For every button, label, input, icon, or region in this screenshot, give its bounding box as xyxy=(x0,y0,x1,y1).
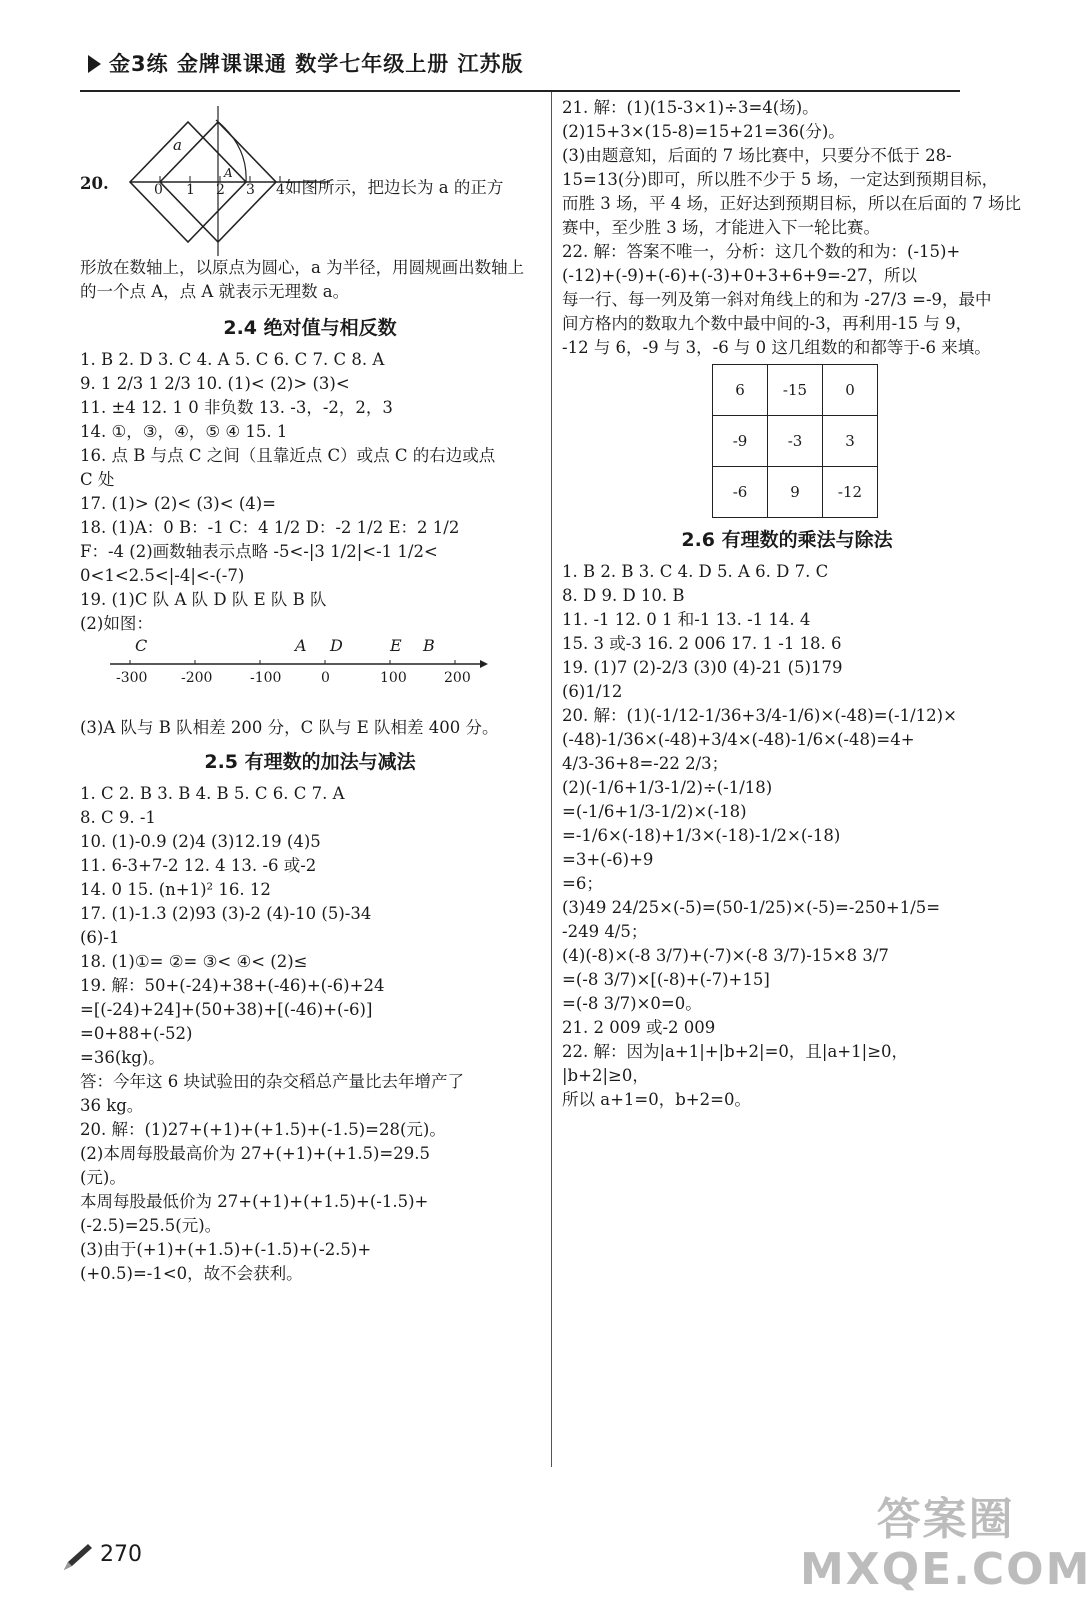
fig-label-1: 1 xyxy=(186,182,195,198)
watermark-text: 答案圈 MXQE.COM xyxy=(800,1494,1091,1595)
answer-line: 18. (1)A：0 B：-1 C：4 1/2 D：-2 1/2 E：2 1/2 xyxy=(80,518,460,537)
answer-line: 形放在数轴上，以原点为圆心，a 为半径，用圆规画出数轴上 xyxy=(80,258,525,277)
answer-line: =(-1/6+1/3-1/2)×(-18) xyxy=(562,802,747,821)
answer-line: =6； xyxy=(562,874,603,893)
answer-line: 20. 解：(1)(-1/12-1/36+3/4-1/6)×(-48)=(-1/12)× xyxy=(562,706,957,725)
answer-line: 4/3-36+8=-22 2/3； xyxy=(562,754,729,773)
answer-line: =36(kg)。 xyxy=(80,1048,165,1067)
grid-cell: -6 xyxy=(713,467,768,518)
answer-line: =-1/6×(-18)+1/3×(-18)-1/2×(-18) xyxy=(562,826,841,845)
tick-label: 200 xyxy=(444,670,471,686)
answer-line: 8. D 9. D 10. B xyxy=(562,586,685,605)
answer-line: (2)(-1/6+1/3-1/2)÷(-1/18) xyxy=(562,778,773,797)
answer-line: =(-8 3/7)×[(-8)+(-7)+15] xyxy=(562,970,770,989)
answer-line: (元)。 xyxy=(80,1168,126,1187)
fig-label-A: A xyxy=(224,166,233,180)
answer-line: =0+88+(-52) xyxy=(80,1024,193,1043)
answer-line: 而胜 3 场，平 4 场，正好达到预期目标，所以在后面的 7 场比 xyxy=(562,194,1021,213)
answer-line: 16. 点 B 与点 C 之间（且靠近点 C）或点 C 的右边或点 xyxy=(80,446,496,465)
left-column xyxy=(80,96,540,1286)
answer-line: 22. 解：答案不唯一，分析：这几个数的和为：(-15)+ xyxy=(562,242,961,261)
answer-line: (6)1/12 xyxy=(562,682,623,701)
answer-line: 所以 a+1=0，b+2=0。 xyxy=(562,1090,751,1109)
tick-label: 0 xyxy=(321,670,330,686)
grid-cell: 0 xyxy=(823,365,878,416)
answer-line: 每一行、每一列及第一斜对角线上的和为 -27/3 =-9，最中 xyxy=(562,290,992,309)
magic-square-grid xyxy=(712,364,878,518)
tick-label: -300 xyxy=(116,670,148,686)
answer-line: 21. 2 009 或-2 009 xyxy=(562,1018,716,1037)
section-2-5-answers xyxy=(80,782,540,1286)
answer-line: 19. (1)C 队 A 队 D 队 E 队 B 队 xyxy=(80,590,327,609)
answer-line: (2)15+3×(15-8)=15+21=36(分)。 xyxy=(562,122,845,141)
page-number: 270 xyxy=(100,1542,142,1567)
answer-line: =[(-24)+24]+(50+38)+[(-46)+(-6)] xyxy=(80,1000,373,1019)
answer-line: =3+(-6)+9 xyxy=(562,850,654,869)
answer-line: 赛中，至少胜 3 场，才能进入下一轮比赛。 xyxy=(562,218,880,237)
column-divider xyxy=(551,92,552,1467)
answer-line: (3)由于(+1)+(+1.5)+(-1.5)+(-2.5)+ xyxy=(80,1240,372,1259)
point-C: C xyxy=(135,636,148,655)
answer-line: 的一个点 A，点 A 就表示无理数 a。 xyxy=(80,282,350,301)
answer-line: 11. -1 12. 0 1 和-1 13. -1 14. 4 xyxy=(562,610,811,629)
answer-line: (6)-1 xyxy=(80,928,120,947)
answer-line: 15. 3 或-3 16. 2 006 17. 1 -1 18. 6 xyxy=(562,634,842,653)
point-E: E xyxy=(390,636,402,655)
answer-line: (2)本周每股最高价为 27+(+1)+(+1.5)=29.5 xyxy=(80,1144,430,1163)
answer-line: (3)A 队与 B 队相差 200 分，C 队与 E 队相差 400 分。 xyxy=(80,718,499,737)
fig-label-0: 0 xyxy=(154,182,163,198)
answer-line: (-12)+(-9)+(-6)+(-3)+0+3+6+9=-27，所以 xyxy=(562,266,917,285)
answer-line: 8. C 9. -1 xyxy=(80,808,156,827)
grid-cell: -15 xyxy=(768,365,823,416)
grid-cell: -9 xyxy=(713,416,768,467)
answer-line: 36 kg。 xyxy=(80,1096,144,1115)
header-title: 金3练 金牌课课通 数学七年级上册 江苏版 xyxy=(109,52,524,76)
answer-line: -249 4/5； xyxy=(562,922,648,941)
right-column xyxy=(562,96,1021,1112)
answer-line: (3)49 24/25×(-5)=(50-1/25)×(-5)=-250+1/5= xyxy=(562,898,941,917)
answer-line: 19. (1)7 (2)-2/3 (3)0 (4)-21 (5)179 xyxy=(562,658,843,677)
answer-line: (2)如图： xyxy=(80,614,153,633)
answer-line: 间方格内的数取九个数中最中间的-3，再利用-15 与 9， xyxy=(562,314,973,333)
grid-cell: -3 xyxy=(768,416,823,467)
answer-line: 11. 6-3+7-2 12. 4 13. -6 或-2 xyxy=(80,856,317,875)
section-2-4-answers xyxy=(80,348,540,636)
point-B: B xyxy=(423,636,435,655)
answer-line: 21. 解：(1)(15-3×1)÷3=4(场)。 xyxy=(562,98,819,117)
fig-label-4: 4 xyxy=(276,182,285,198)
square-figure xyxy=(80,96,540,256)
answer-line: 1. B 2. B 3. C 4. D 5. A 6. D 7. C xyxy=(562,562,829,581)
answer-line: (-48)-1/36×(-48)+3/4×(-48)-1/6×(-48)=4+ xyxy=(562,730,915,749)
answer-line: (+0.5)=-1<0，故不会获利。 xyxy=(80,1264,303,1283)
answer-line: 15=13(分)即可，所以胜不少于 5 场，一定达到预期目标， xyxy=(562,170,999,189)
page-header xyxy=(88,48,524,78)
answer-line: (3)由题意知，后面的 7 场比赛中，只要分不低于 28- xyxy=(562,146,952,165)
tick-label: -200 xyxy=(181,670,213,686)
answer-line: C 处 xyxy=(80,470,115,489)
answer-line: 1. B 2. D 3. C 4. A 5. C 6. C 7. C 8. A xyxy=(80,350,385,369)
answer-line: =(-8 3/7)×0=0。 xyxy=(562,994,702,1013)
header-rule xyxy=(80,90,960,92)
answer-line: 20. 解：(1)27+(+1)+(+1.5)+(-1.5)=28(元)。 xyxy=(80,1120,446,1139)
answer-line: 14. ①，③，④，⑤ ④ 15. 1 xyxy=(80,422,288,441)
pencil-icon xyxy=(60,1540,94,1574)
grid-cell: 9 xyxy=(768,467,823,518)
fig-label-a: a xyxy=(173,136,182,154)
q20-intro: 如图所示，把边长为 a 的正方 xyxy=(285,178,504,197)
answer-line: |b+2|≥0， xyxy=(562,1066,649,1085)
section-2-6-answers xyxy=(562,560,1012,1112)
section-title-2-5: 2.5 有理数的加法与减法 xyxy=(204,751,416,773)
q21-q22-answers xyxy=(562,96,1021,360)
grid-cell: -12 xyxy=(823,467,878,518)
answer-line: -12 与 6，-9 与 3，-6 与 0 这几组数的和都等于-6 来填。 xyxy=(562,338,991,357)
answer-line: 19. 解：50+(-24)+38+(-46)+(-6)+24 xyxy=(80,976,385,995)
tick-label: -100 xyxy=(250,670,282,686)
answer-line: 14. 0 15. (n+1)² 16. 12 xyxy=(80,880,271,899)
answer-line: 17. (1)> (2)< (3)< (4)= xyxy=(80,494,277,513)
answer-line: 0<1<2.5<|-4|<-(-7) xyxy=(80,566,245,585)
tick-label: 100 xyxy=(380,670,407,686)
answer-line: 本周每股最低价为 27+(+1)+(+1.5)+(-1.5)+ xyxy=(80,1192,429,1211)
answer-line: (4)(-8)×(-8 3/7)+(-7)×(-8 3/7)-15×8 3/7 xyxy=(562,946,889,965)
answer-line: 11. ±4 12. 1 0 非负数 13. -3，-2，2，3 xyxy=(80,398,393,417)
answer-line: 答：今年这 6 块试验田的杂交稻总产量比去年增产了 xyxy=(80,1072,464,1091)
triangle-icon xyxy=(88,55,101,73)
section-title-2-6: 2.6 有理数的乘法与除法 xyxy=(681,529,893,551)
grid-cell: 3 xyxy=(823,416,878,467)
grid-cell: 6 xyxy=(713,365,768,416)
section-title-2-4: 2.4 绝对值与相反数 xyxy=(223,317,397,339)
watermark xyxy=(800,1495,1091,1595)
answer-line: 10. (1)-0.9 (2)4 (3)12.19 (4)5 xyxy=(80,832,321,851)
number-line-figure xyxy=(80,636,540,716)
fig-label-3: 3 xyxy=(246,182,255,198)
answer-line: 18. (1)①= ②= ③< ④< (2)≤ xyxy=(80,952,308,971)
answer-line: 22. 解：因为|a+1|+|b+2|=0，且|a+1|≥0， xyxy=(562,1042,909,1061)
point-D: D xyxy=(330,636,343,655)
question-number: 20. xyxy=(80,174,109,193)
answer-line: (-2.5)=25.5(元)。 xyxy=(80,1216,222,1235)
answer-line: 17. (1)-1.3 (2)93 (3)-2 (4)-10 (5)-34 xyxy=(80,904,372,923)
answer-line: F：-4 (2)画数轴表示点略 -5<-|3 1/2|<-1 1/2< xyxy=(80,542,438,561)
point-A: A xyxy=(295,636,307,655)
answer-line: 1. C 2. B 3. B 4. B 5. C 6. C 7. A xyxy=(80,784,345,803)
answer-line: 9. 1 2/3 1 2/3 10. (1)< (2)> (3)< xyxy=(80,374,350,393)
fig-label-2: 2 xyxy=(216,182,225,198)
